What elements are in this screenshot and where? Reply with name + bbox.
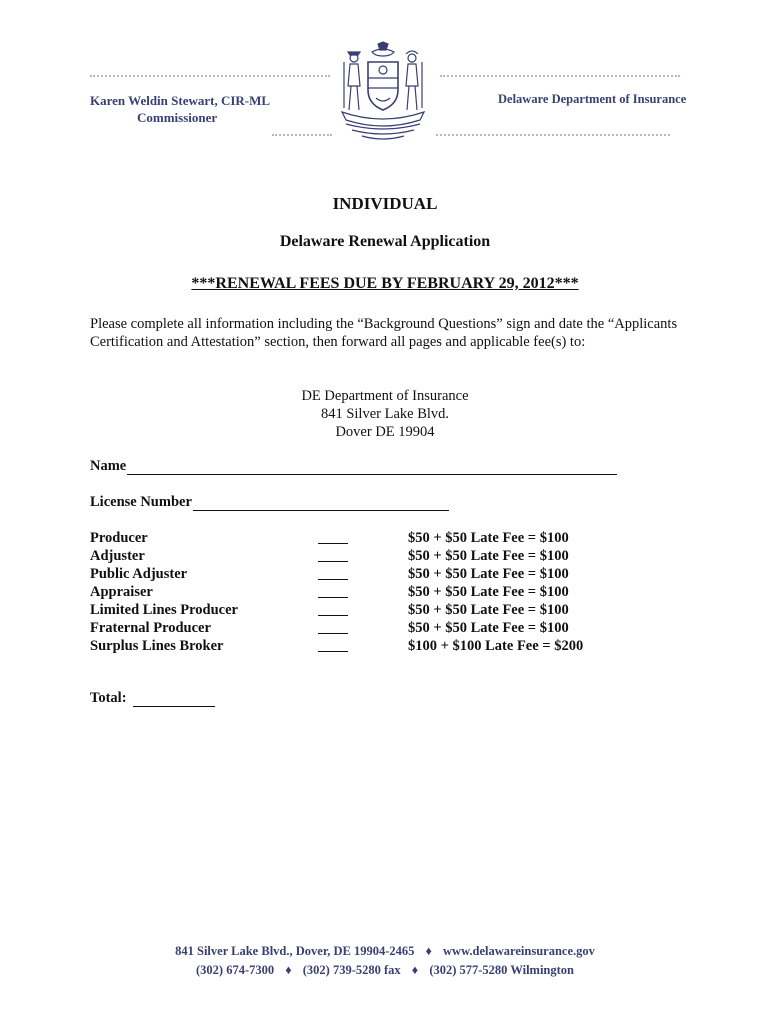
instructions: Please complete all information including the “Background Questions” sign and date the “Applicants Certification and Attestation” section, then forward all pages and applicable fee(s) to: — [90, 316, 678, 350]
fee-type: Limited Lines Producer — [90, 602, 238, 618]
department-name: Delaware Department of Insurance — [498, 92, 687, 106]
footer-website[interactable]: www.delawareinsurance.gov — [443, 944, 595, 958]
fee-row-public-adjuster — [90, 566, 650, 584]
form-subtitle: Delaware Renewal Application — [279, 233, 491, 250]
address-line-2: 841 Silver Lake Blvd. — [320, 406, 450, 422]
fee-type: Adjuster — [90, 548, 145, 564]
footer-fax: (302) 739-5280 fax — [302, 963, 401, 977]
name-label: Name — [90, 458, 127, 474]
fee-row-fraternal-producer — [90, 620, 650, 638]
total-field-row — [90, 690, 215, 707]
fee-checkbox-line[interactable] — [318, 633, 348, 634]
fee-amount: $50 + $50 Late Fee = $100 — [408, 602, 569, 618]
fee-amount: $50 + $50 Late Fee = $100 — [408, 584, 569, 600]
fee-row-limited-lines-producer — [90, 602, 650, 620]
header-dots-right-top — [440, 75, 680, 77]
letterhead-commissioner — [90, 92, 290, 126]
fee-type: Fraternal Producer — [90, 620, 211, 636]
mailing-address — [0, 387, 770, 441]
due-notice — [0, 275, 770, 293]
footer-line-1 — [0, 944, 770, 959]
address-line-3: Dover DE 19904 — [335, 424, 435, 440]
fee-type: Surplus Lines Broker — [90, 638, 224, 654]
fee-table — [90, 530, 650, 656]
fee-amount: $50 + $50 Late Fee = $100 — [408, 530, 569, 546]
header-dots-left-top — [90, 75, 330, 77]
fee-row-surplus-lines-broker — [90, 638, 650, 656]
diamond-icon: ♦ — [425, 944, 432, 958]
due-notice-text: ***RENEWAL FEES DUE BY FEBRUARY 29, 2012*** — [191, 275, 579, 292]
license-number-field[interactable] — [193, 496, 449, 511]
form-title: INDIVIDUAL — [332, 194, 438, 213]
diamond-icon: ♦ — [411, 963, 419, 977]
fee-type: Producer — [90, 530, 148, 546]
commissioner-name: Karen Weldin Stewart, CIR-ML — [90, 93, 271, 108]
diamond-icon: ♦ — [285, 963, 292, 977]
fee-amount: $50 + $50 Late Fee = $100 — [408, 566, 569, 582]
fee-row-producer — [90, 530, 650, 548]
license-number-label: License Number — [90, 494, 192, 510]
total-label: Total: — [90, 690, 127, 706]
fee-type: Appraiser — [90, 584, 153, 600]
name-field-row — [90, 458, 617, 475]
commissioner-title: Commissioner — [137, 110, 218, 125]
address-line-1: DE Department of Insurance — [301, 388, 469, 404]
name-field[interactable] — [127, 460, 617, 475]
fee-type: Public Adjuster — [90, 566, 188, 582]
fee-amount: $50 + $50 Late Fee = $100 — [408, 548, 569, 564]
footer-phone: (302) 674-7300 — [196, 963, 275, 977]
license-field-row — [90, 494, 449, 511]
fee-checkbox-line[interactable] — [318, 615, 348, 616]
footer-line-2 — [0, 963, 770, 978]
header-dots-left-bottom — [272, 134, 332, 136]
header-dots-right-bottom — [436, 134, 670, 136]
fee-amount: $50 + $50 Late Fee = $100 — [408, 620, 569, 636]
fee-row-adjuster — [90, 548, 650, 566]
fee-amount: $100 + $100 Late Fee = $200 — [408, 638, 584, 654]
fee-row-appraiser — [90, 584, 650, 602]
fee-checkbox-line[interactable] — [318, 561, 348, 562]
footer-wilmington-phone: (302) 577-5280 Wilmington — [429, 963, 574, 977]
delaware-state-seal-icon — [334, 40, 432, 142]
fee-checkbox-line[interactable] — [318, 597, 348, 598]
fee-checkbox-line[interactable] — [318, 543, 348, 544]
fee-checkbox-line[interactable] — [318, 579, 348, 580]
footer-address: 841 Silver Lake Blvd., Dover, DE 19904-2465 — [175, 944, 415, 958]
fee-checkbox-line[interactable] — [318, 651, 348, 652]
total-field[interactable] — [133, 692, 215, 707]
